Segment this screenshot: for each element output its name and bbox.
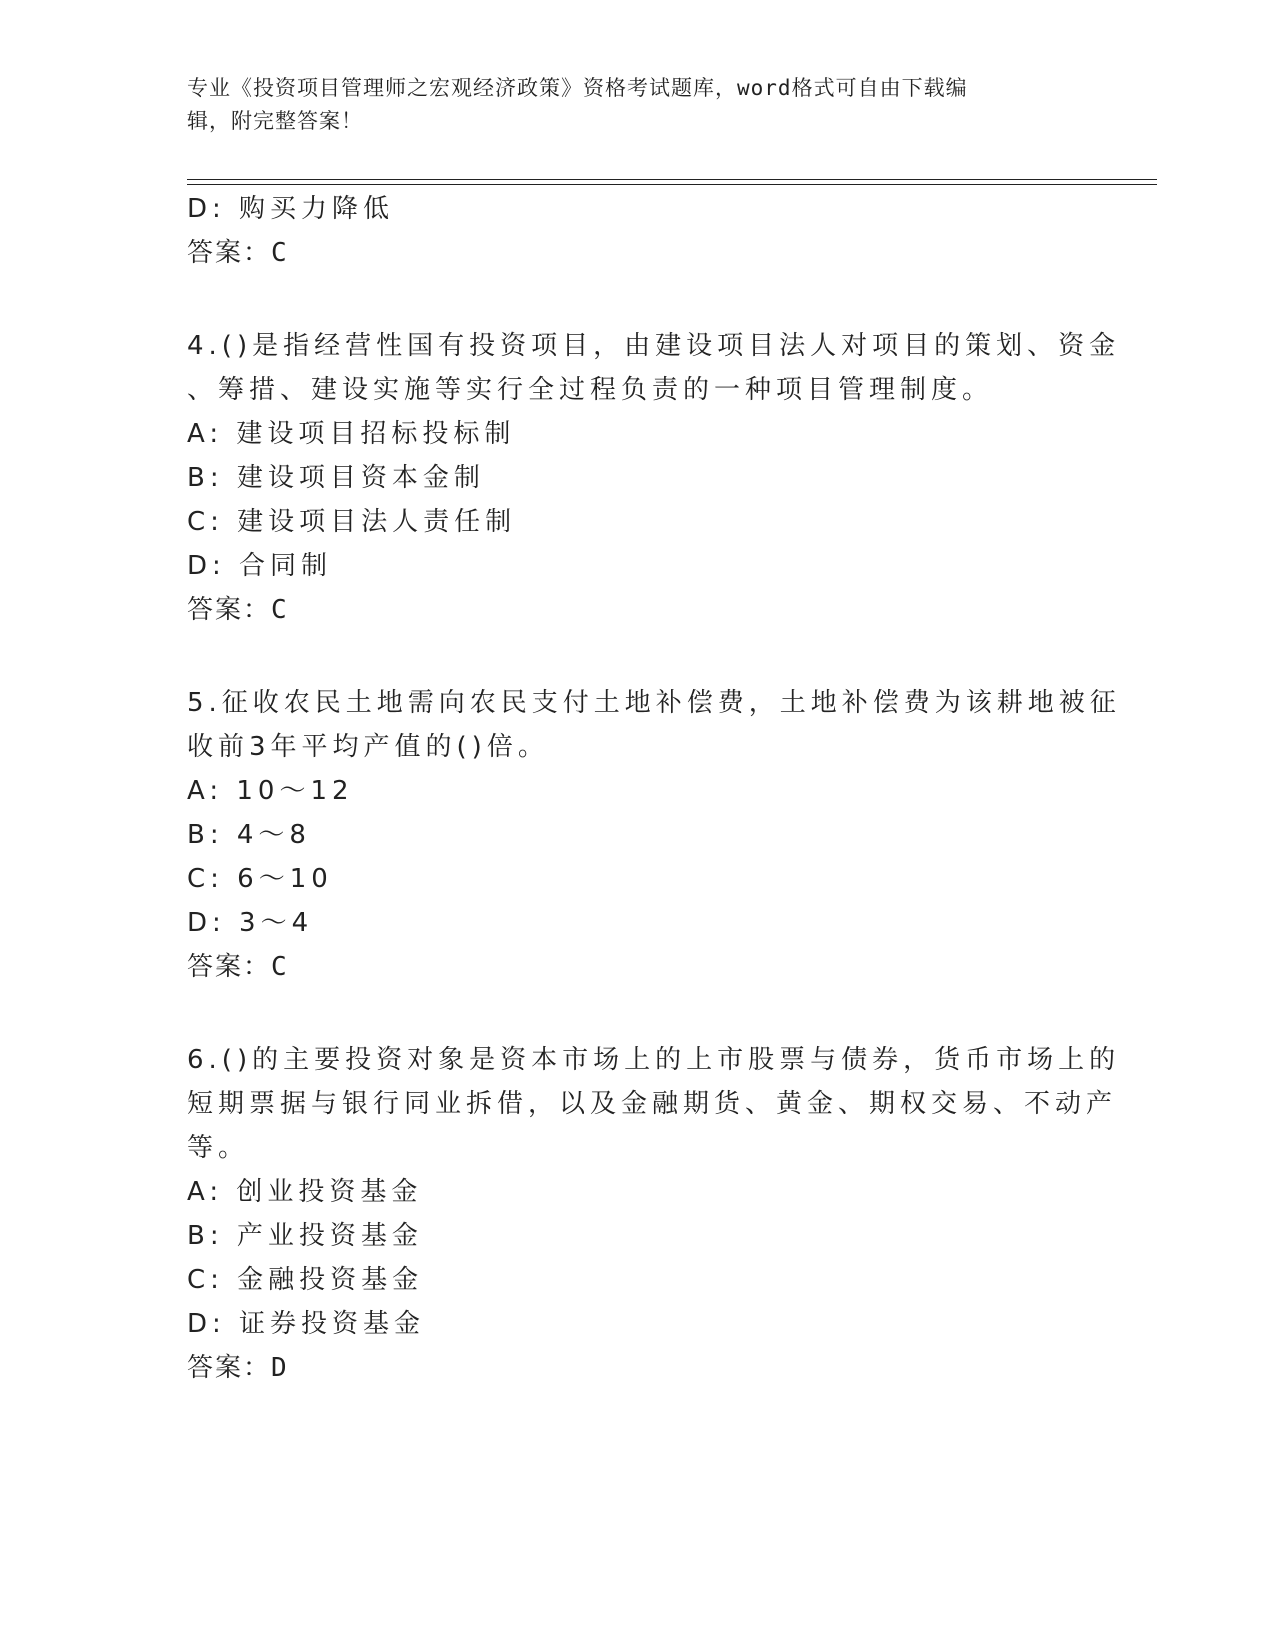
question-4-text-line-1: 4.()是指经营性国有投资项目，由建设项目法人对项目的策划、资金 [187, 331, 1121, 361]
question-4-option-c: C: 建设项目法人责任制 [187, 507, 517, 537]
answer-label: 答案： [187, 238, 272, 268]
header-line-1: 专业《投资项目管理师之宏观经济政策》资格考试题库，word格式可自由下载编 [187, 76, 968, 100]
question-6-option-a: A: 创业投资基金 [187, 1177, 423, 1207]
question-5-option-a: A: 10～12 [187, 776, 354, 806]
question-5-option-b: B: 4～8 [187, 820, 311, 850]
answer-value: C [271, 952, 289, 982]
answer-label: 答案： [187, 595, 272, 625]
header-line-2: 辑，附完整答案！ [187, 109, 363, 133]
question-5-option-d: D: 3～4 [187, 908, 314, 938]
question-4-text-line-2: 、筹措、建设实施等实行全过程负责的一种项目管理制度。 [187, 375, 994, 405]
answer-label: 答案： [187, 952, 272, 982]
question-4-option-b: B: 建设项目资本金制 [187, 463, 485, 493]
question-4-answer [187, 593, 289, 627]
question-6-option-d: D: 证券投资基金 [187, 1309, 426, 1339]
header-divider-top [187, 179, 1157, 180]
question-5-text-line-1: 5.征收农民土地需向农民支付土地补偿费，土地补偿费为该耕地被征 [187, 688, 1121, 718]
question-5-answer [187, 950, 289, 984]
question-6-text-line-1: 6.()的主要投资对象是资本市场上的上市股票与债券，货币市场上的 [187, 1045, 1121, 1075]
prev-option-d: D: 购买力降低 [187, 194, 395, 224]
question-5-text-line-2: 收前3年平均产值的()倍。 [187, 732, 549, 762]
header-divider-bottom [187, 184, 1157, 185]
answer-value: C [271, 238, 289, 268]
answer-value: D [271, 1353, 289, 1383]
question-5-option-c: C: 6～10 [187, 864, 333, 894]
question-4-option-d: D: 合同制 [187, 551, 333, 581]
answer-label: 答案： [187, 1353, 272, 1383]
question-4-option-a: A: 建设项目招标投标制 [187, 419, 516, 449]
question-6-option-c: C: 金融投资基金 [187, 1265, 424, 1295]
question-6-answer [187, 1351, 289, 1385]
prev-answer [187, 236, 289, 270]
answer-value: C [271, 595, 289, 625]
question-6-option-b: B: 产业投资基金 [187, 1221, 423, 1251]
question-6-text-line-3: 等。 [187, 1133, 250, 1163]
question-6-text-line-2: 短期票据与银行同业拆借，以及金融期货、黄金、期权交易、不动产 [187, 1089, 1118, 1119]
page-header [187, 72, 1067, 138]
